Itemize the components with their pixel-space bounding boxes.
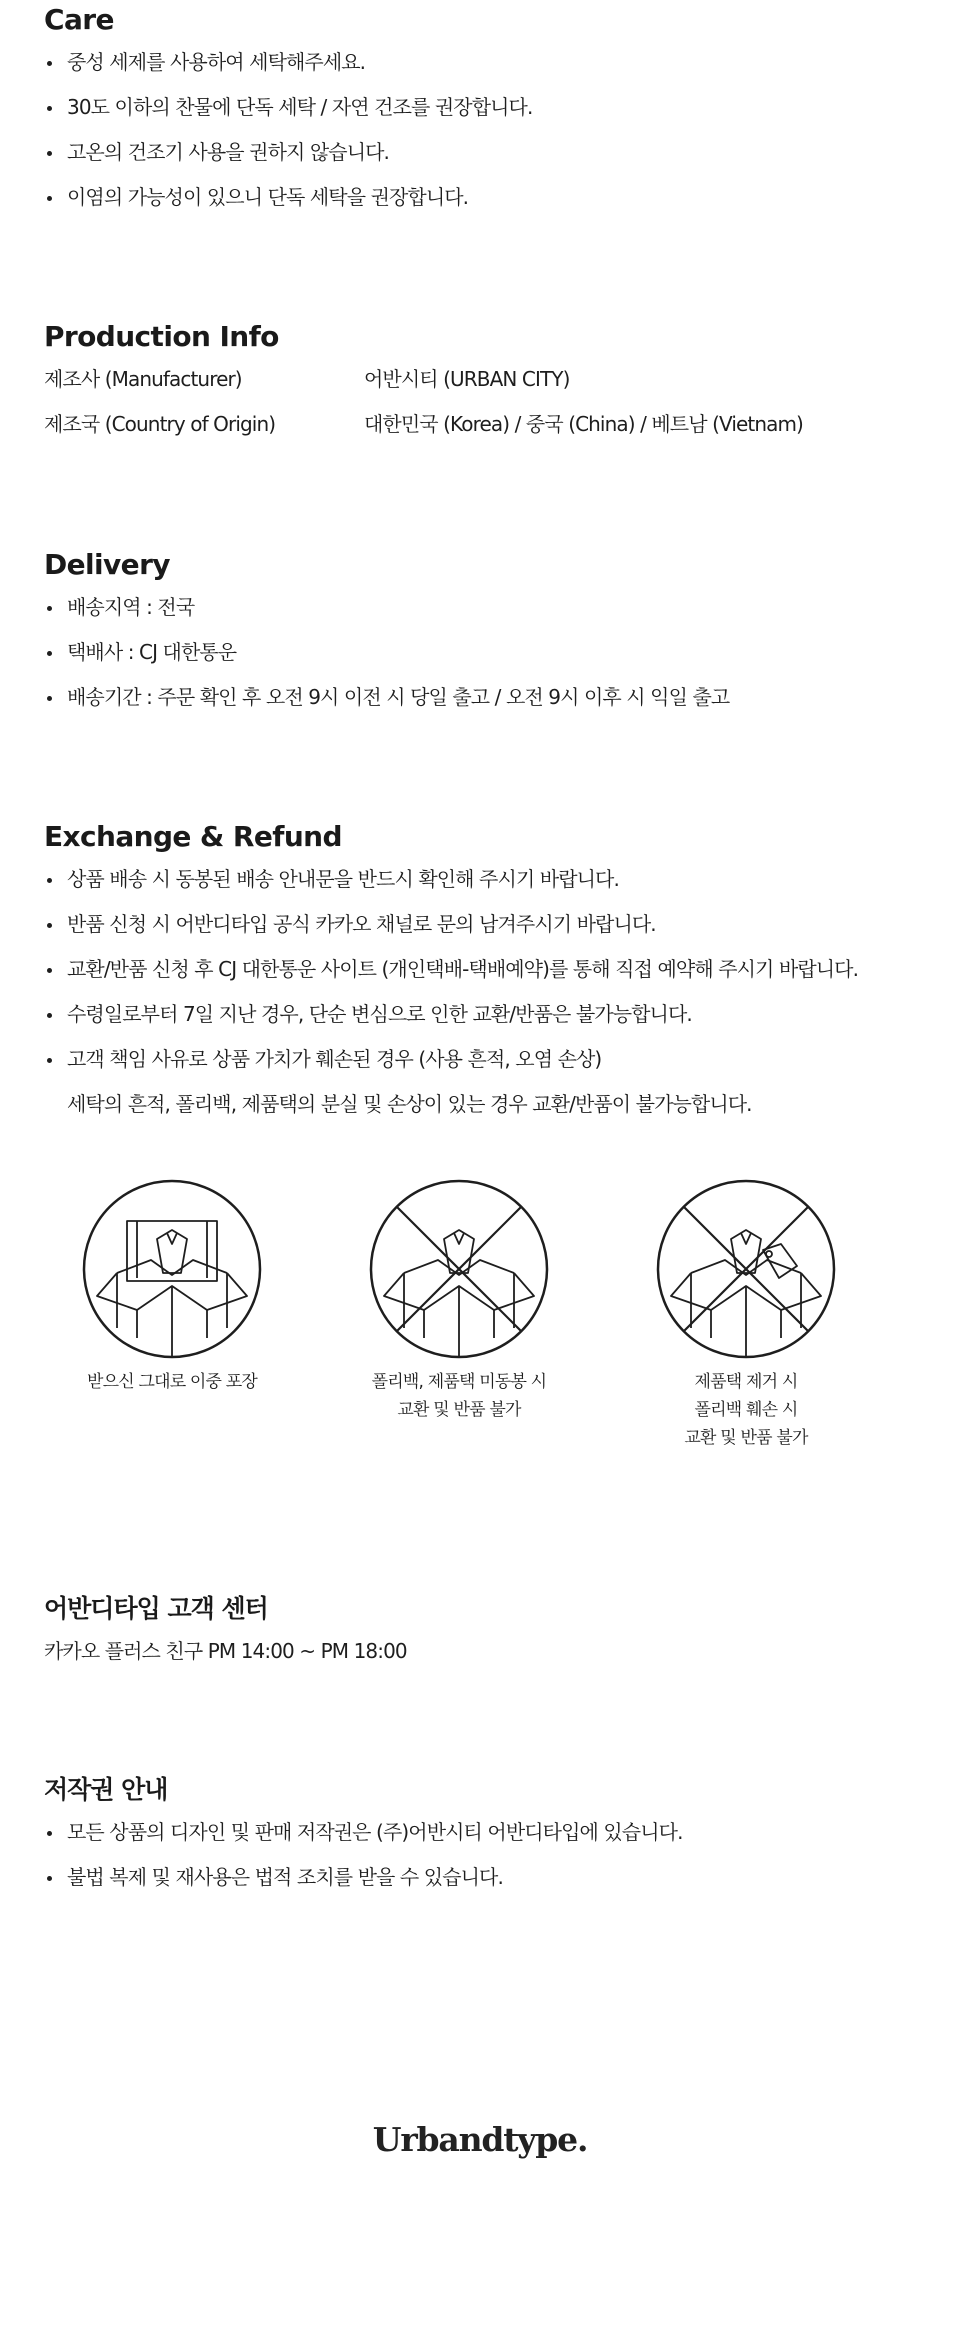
exchange-section	[44, 817, 924, 1127]
info-value: 대한민국 (Korea) / 중국 (China) / 베트남 (Vietnam)	[364, 412, 803, 436]
info-label: 제조사 (Manufacturer)	[44, 367, 242, 391]
box-shirt-crossed-icon	[329, 1178, 589, 1360]
icon-item-keep-packaging	[42, 1178, 302, 1396]
exchange-note: 세탁의 흔적, 폴리백, 제품택의 분실 및 손상이 있는 경우 교환/반품이 불가능합니다.	[67, 1092, 752, 1116]
icon-item-no-tag	[616, 1178, 876, 1452]
list-item: 상품 배송 시 동봉된 배송 안내문을 반드시 확인해 주시기 바랍니다.	[44, 857, 924, 902]
icon-item-no-polybag	[329, 1178, 589, 1424]
copyright-list	[44, 1810, 924, 1900]
icon-caption: 제품택 제거 시 폴리백 훼손 시 교환 및 반품 불가	[684, 1372, 808, 1448]
box-shirt-icon	[42, 1178, 302, 1360]
info-row-origin	[44, 402, 924, 447]
customer-center-section	[44, 1589, 924, 1674]
copyright-title: 저작권 안내	[44, 1775, 168, 1804]
exchange-list	[44, 857, 924, 1082]
delivery-list	[44, 585, 924, 720]
icon-caption: 받으신 그대로 이중 포장	[86, 1372, 258, 1392]
production-title: Production Info	[44, 320, 279, 353]
list-item: 수령일로부터 7일 지난 경우, 단순 변심으로 인한 교환/반품은 불가능합니다.	[44, 992, 924, 1037]
list-item: 배송지역 : 전국	[44, 585, 924, 630]
care-section	[44, 0, 924, 220]
care-title: Care	[44, 3, 114, 36]
box-shirt-tag-crossed-icon	[616, 1178, 876, 1360]
delivery-title: Delivery	[44, 548, 170, 581]
copyright-section	[44, 1770, 924, 1900]
list-item: 배송기간 : 주문 확인 후 오전 9시 이전 시 당일 출고 / 오전 9시 이후 시 익일 출고	[44, 675, 924, 720]
list-item: 불법 복제 및 재사용은 법적 조치를 받을 수 있습니다.	[44, 1855, 924, 1900]
list-item: 모든 상품의 디자인 및 판매 저작권은 (주)어반시티 어반디타입에 있습니다.	[44, 1810, 924, 1855]
list-item: 반품 신청 시 어반디타입 공식 카카오 채널로 문의 남겨주시기 바랍니다.	[44, 902, 924, 947]
list-item: 교환/반품 신청 후 CJ 대한통운 사이트 (개인택배-택배예약)를 통해 직접 예약해 주시기 바랍니다.	[44, 947, 924, 992]
list-item: 택배사 : CJ 대한통운	[44, 630, 924, 675]
icon-caption: 폴리백, 제품택 미동봉 시 교환 및 반품 불가	[371, 1372, 547, 1420]
customer-center-hours: 카카오 플러스 친구 PM 14:00 ~ PM 18:00	[44, 1639, 407, 1663]
production-section	[44, 317, 924, 447]
list-item: 30도 이하의 찬물에 단독 세탁 / 자연 건조를 권장합니다.	[44, 85, 924, 130]
info-value: 어반시티 (URBAN CITY)	[364, 367, 570, 391]
delivery-section	[44, 545, 924, 720]
list-item: 중성 세제를 사용하여 세탁해주세요.	[44, 40, 924, 85]
list-item: 고온의 건조기 사용을 권하지 않습니다.	[44, 130, 924, 175]
info-row-manufacturer	[44, 357, 924, 402]
list-item: 고객 책임 사유로 상품 가치가 훼손된 경우 (사용 흔적, 오염 손상)	[44, 1037, 924, 1082]
exchange-title: Exchange & Refund	[44, 820, 342, 853]
production-table	[44, 357, 924, 447]
packaging-icons	[64, 1178, 890, 1478]
customer-center-title: 어반디타입 고객 센터	[44, 1594, 268, 1623]
list-item: 이염의 가능성이 있으니 단독 세탁을 권장합니다.	[44, 175, 924, 220]
brand-logo: Urbandtype.	[372, 2120, 588, 2159]
care-list	[44, 40, 924, 220]
info-label: 제조국 (Country of Origin)	[44, 412, 276, 436]
